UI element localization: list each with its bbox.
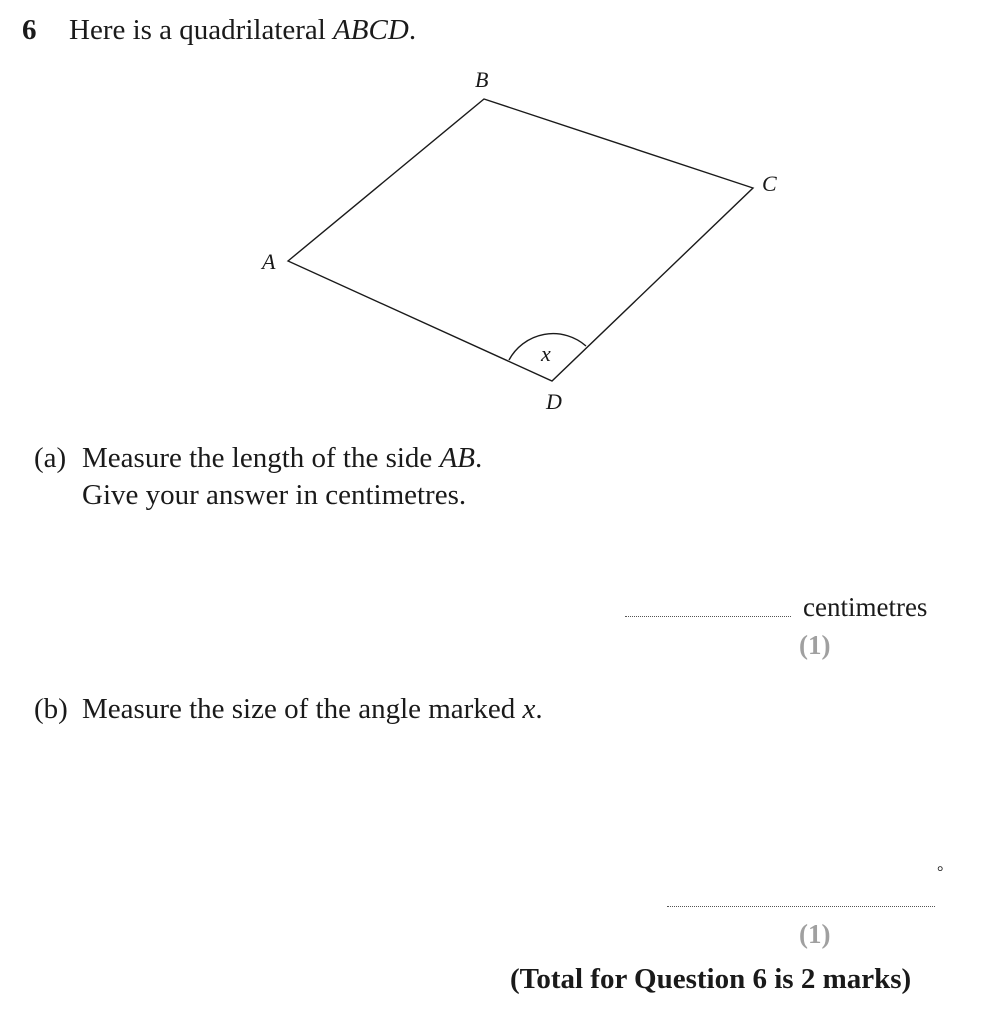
question-intro-text: Here is a quadrilateral bbox=[69, 14, 334, 46]
shape-name: ABCD bbox=[333, 14, 409, 46]
marks-part-b: (1) bbox=[799, 919, 831, 949]
part-a-text: Measure the length of the side bbox=[82, 442, 440, 474]
part-b-question bbox=[34, 691, 543, 728]
part-a-period: . bbox=[475, 442, 483, 474]
angle-label-x: x bbox=[541, 341, 551, 366]
vertex-label-b: B bbox=[475, 67, 489, 92]
degree-symbol: ° bbox=[937, 864, 944, 881]
part-b-var: x bbox=[522, 693, 536, 725]
part-a-var: AB bbox=[439, 442, 475, 474]
quadrilateral-figure bbox=[0, 0, 1000, 440]
part-b-period: . bbox=[535, 693, 543, 725]
intro-period: . bbox=[408, 14, 417, 46]
answer-line-b[interactable] bbox=[667, 906, 935, 907]
vertex-label-d: D bbox=[546, 389, 562, 414]
part-a-question bbox=[34, 440, 482, 514]
part-a-label: (a) bbox=[34, 442, 67, 474]
marks-part-a: (1) bbox=[799, 630, 831, 660]
vertex-label-c: C bbox=[762, 171, 777, 196]
answer-line-a[interactable] bbox=[625, 616, 791, 617]
total-marks: (Total for Question 6 is 2 marks) bbox=[510, 963, 912, 995]
vertex-label-a: A bbox=[262, 249, 276, 274]
part-b-label: (b) bbox=[34, 693, 68, 725]
part-a-instruction: Give your answer in centimetres. bbox=[82, 479, 467, 511]
quadrilateral-abcd bbox=[288, 99, 753, 381]
part-b-text: Measure the size of the angle marked bbox=[82, 693, 523, 725]
unit-centimetres: centimetres bbox=[803, 592, 928, 622]
question-number: 6 bbox=[22, 14, 37, 46]
